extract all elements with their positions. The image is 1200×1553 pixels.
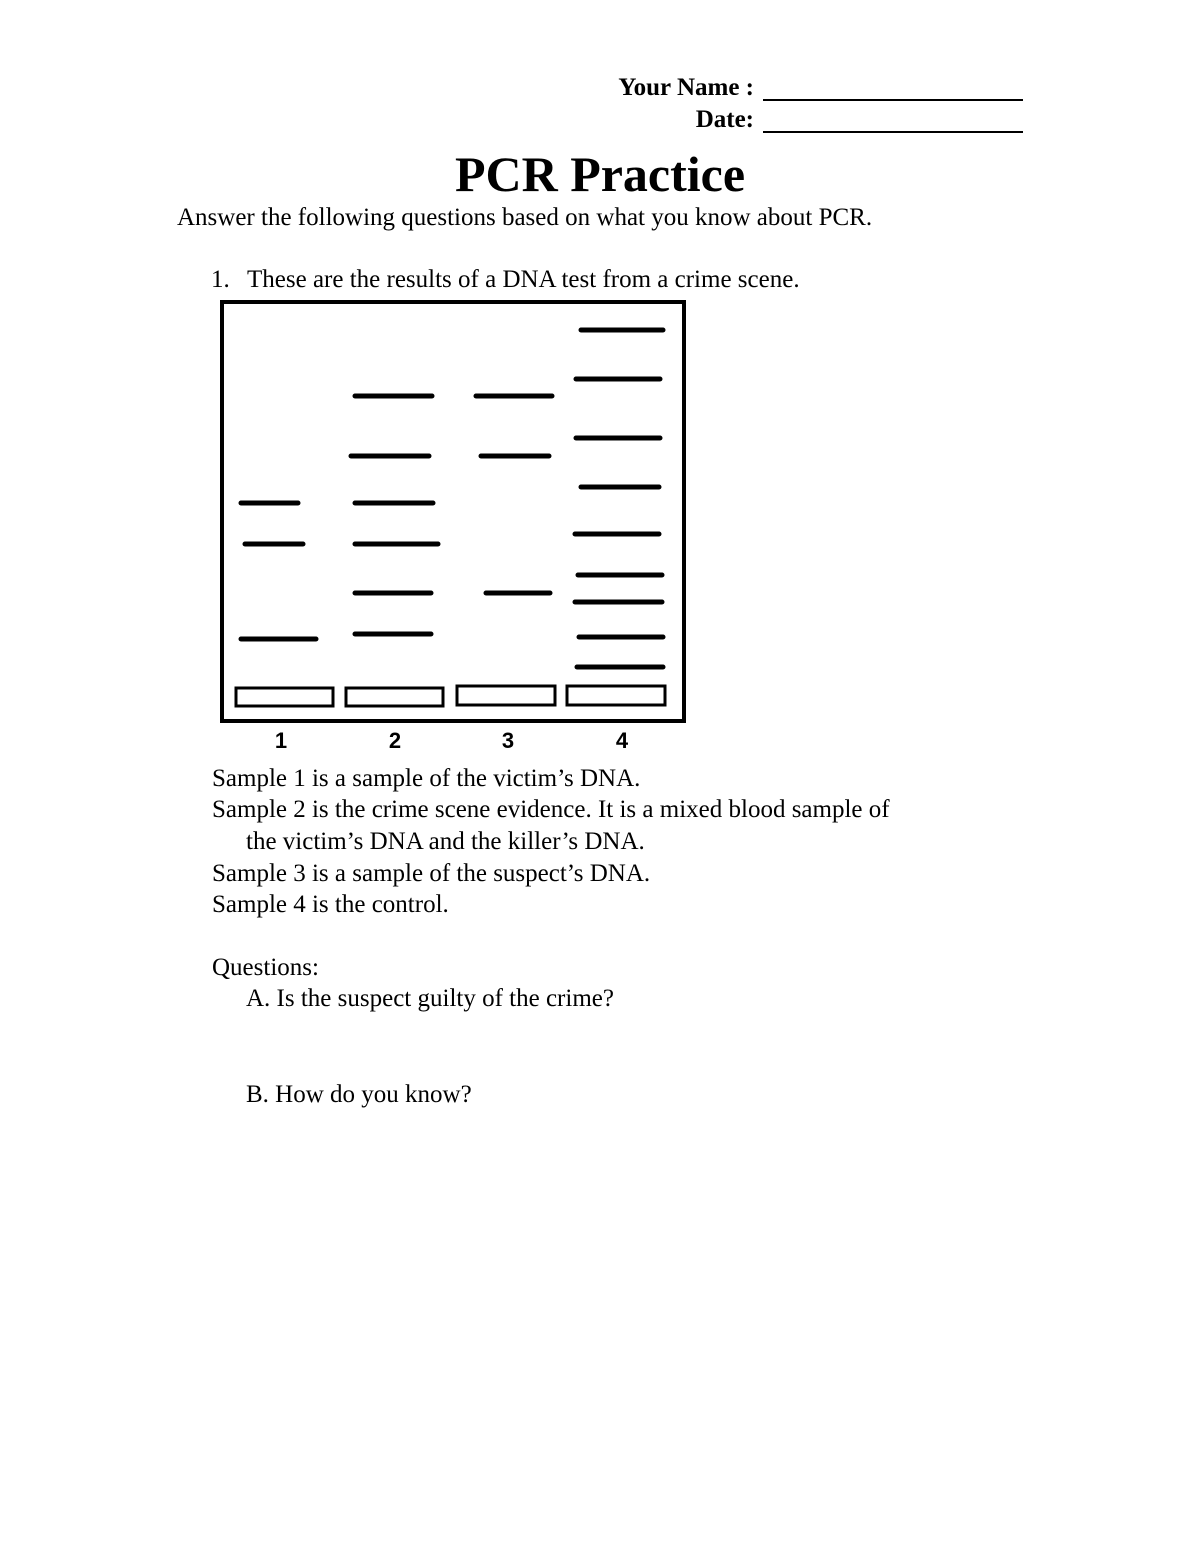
date-label: Date: [695,106,754,133]
question-1-number: 1. [211,266,230,293]
lane-label-2: 2 [388,728,402,753]
question-a: A. Is the suspect guilty of the crime? [246,985,614,1012]
instructions: Answer the following questions based on what you know about PCR. [177,204,873,231]
question-b: B. How do you know? [246,1081,472,1108]
lane-label-1: 1 [274,728,288,753]
page-title: PCR Practice [454,146,746,202]
question-1-text: These are the results of a DNA test from a crime scene. [247,266,800,293]
sample-2-description: Sample 2 is the crime scene evidence. It is a mixed blood sample of [212,796,890,823]
sample-2-description-cont: the victim’s DNA and the killer’s DNA. [246,828,645,855]
sample-1-description: Sample 1 is a sample of the victim’s DNA. [212,765,641,792]
gel-well-2 [346,688,443,706]
lane-3-bands [476,396,552,593]
lane-4-bands [575,330,663,667]
lane-label-3: 3 [501,728,515,753]
questions-heading: Questions: [212,954,319,981]
sample-4-description: Sample 4 is the control. [212,891,449,918]
lane-2-bands [351,396,438,634]
lane-label-4: 4 [615,728,629,753]
gel-frame [222,302,684,721]
gel-well-1 [236,688,333,706]
gel-diagram [0,0,1200,760]
gel-well-3 [457,686,555,705]
sample-3-description: Sample 3 is a sample of the suspect’s DNA. [212,860,651,887]
name-label: Your Name : [618,74,754,101]
gel-well-4 [567,686,665,705]
lane-1-bands [241,503,316,639]
